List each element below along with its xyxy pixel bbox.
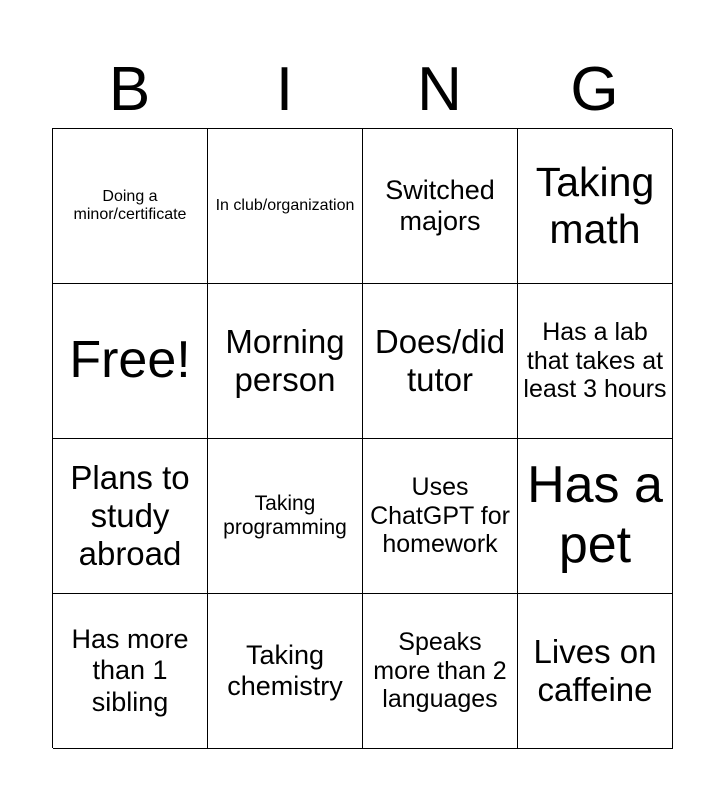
bingo-cell-r3c4[interactable] (518, 439, 673, 594)
bingo-cell-r1c1[interactable] (53, 129, 208, 284)
bingo-cell-r4c4[interactable] (518, 594, 673, 749)
cell-text: Lives on caffeine (533, 633, 657, 708)
bingo-board (52, 128, 672, 748)
cell-text: Morning person (225, 323, 345, 398)
cell-text: Taking math (535, 158, 655, 252)
bingo-cell-r1c2[interactable] (208, 129, 363, 284)
bingo-cell-r2c3[interactable] (363, 284, 518, 439)
cell-text: Uses ChatGPT for homework (370, 472, 510, 559)
bingo-cell-r3c2[interactable] (208, 439, 363, 594)
bingo-cell-r2c4[interactable] (518, 284, 673, 439)
bingo-cell-r4c2[interactable] (208, 594, 363, 749)
header-letter-b: B (108, 55, 151, 124)
bingo-cell-r3c1[interactable] (53, 439, 208, 594)
bingo-cell-r2c2[interactable] (208, 284, 363, 439)
header-letter-i: I (275, 55, 294, 124)
header-letter-g: G (570, 55, 619, 124)
cell-text: Has a pet (527, 456, 663, 574)
bingo-cell-r1c3[interactable] (363, 129, 518, 284)
cell-text: Switched majors (385, 174, 495, 236)
cell-text: Speaks more than 2 languages (373, 627, 507, 714)
bingo-cell-r3c3[interactable] (363, 439, 518, 594)
bingo-cell-r2c1-free-space[interactable] (53, 284, 208, 439)
header-letter-n: N (417, 55, 462, 124)
cell-text: In club/organization (215, 196, 355, 214)
cell-text: Has more than 1 sibling (71, 624, 189, 717)
bingo-header (52, 52, 672, 128)
bingo-cell-r4c3[interactable] (363, 594, 518, 749)
cell-text: Taking programming (223, 491, 347, 539)
cell-text: Plans to study abroad (70, 459, 190, 572)
cell-text: Does/did tutor (374, 323, 506, 398)
cell-text: Has a lab that takes at least 3 hours (523, 317, 667, 404)
bingo-cell-r4c1[interactable] (53, 594, 208, 749)
cell-text: Free! (69, 331, 191, 390)
bingo-cell-r1c4[interactable] (518, 129, 673, 284)
cell-text: Taking chemistry (227, 639, 343, 701)
cell-text: Doing a minor/certificate (73, 187, 187, 223)
